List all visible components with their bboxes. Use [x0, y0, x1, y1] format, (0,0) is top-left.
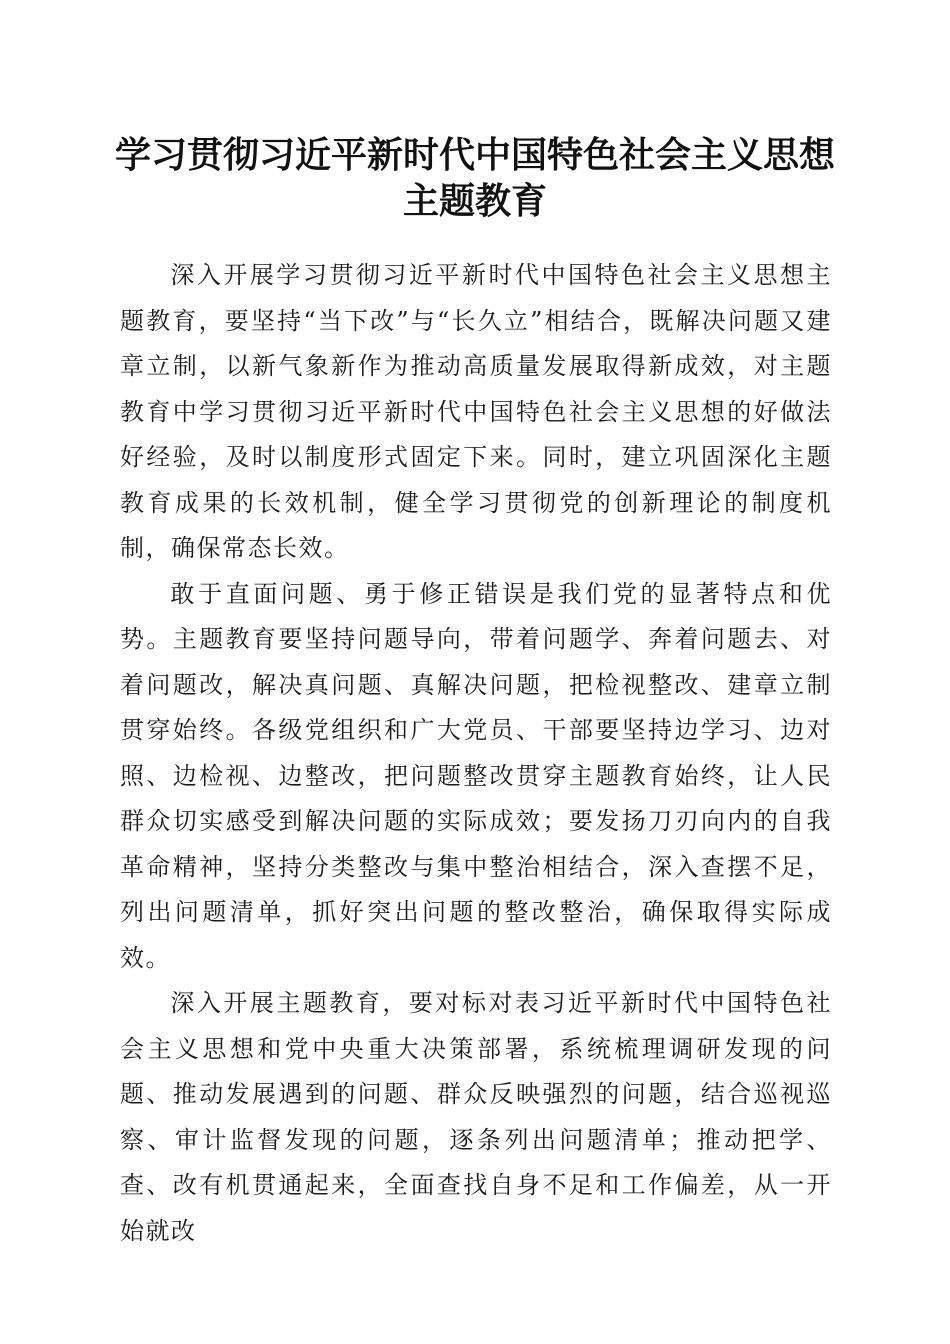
title-line-2: 主题教育 [402, 180, 547, 222]
document-body [120, 253, 832, 1254]
paragraph-1: 深入开展学习贯彻习近平新时代中国特色社会主义思想主题教育，要坚持“当下改”与“长久立”相结合，既解决问题又建章立制，以新气象新作为推动高质量发展取得新成效，对主题教育中学习贯彻习近平新时代中国特色社会主义思想的好做法好经验，及时以制度形式固定下来。同时，建立巩固深化主题教育成果的长效机制，健全学习贯彻党的创新理论的制度机制，确保常态长效。 [120, 261, 832, 562]
paragraph-2: 敢于直面问题、勇于修正错误是我们党的显著特点和优势。主题教育要坚持问题导向，带着问题学、奔着问题去、对着问题改，解决真问题、真解决问题，把检视整改、建章立制贯穿始终。各级党组织和广大党员、干部要坚持边学习、边对照、边检视、边整改，把问题整改贯穿主题教育始终，让人民群众切实感受到解决问题的实际成效；要发扬刀刃向内的自我革命精神，坚持分类整改与集中整治相结合，深入查摆不足，列出问题清单，抓好突出问题的整改整治，确保取得实际成效。 [120, 579, 832, 972]
document-title [100, 132, 850, 224]
title-line-1: 学习贯彻习近平新时代中国特色社会主义思想 [114, 134, 835, 176]
paragraph-3: 深入开展主题教育，要对标对表习近平新时代中国特色社会主义思想和党中央重大决策部署，系统梳理调研发现的问题、推动发展遇到的问题、群众反映强烈的问题，结合巡视巡察、审计监督发现的问题，逐条列出问题清单；推动把学、查、改有机贯通起来，全面查找自身不足和工作偏差，从一开始就改 [120, 989, 832, 1245]
